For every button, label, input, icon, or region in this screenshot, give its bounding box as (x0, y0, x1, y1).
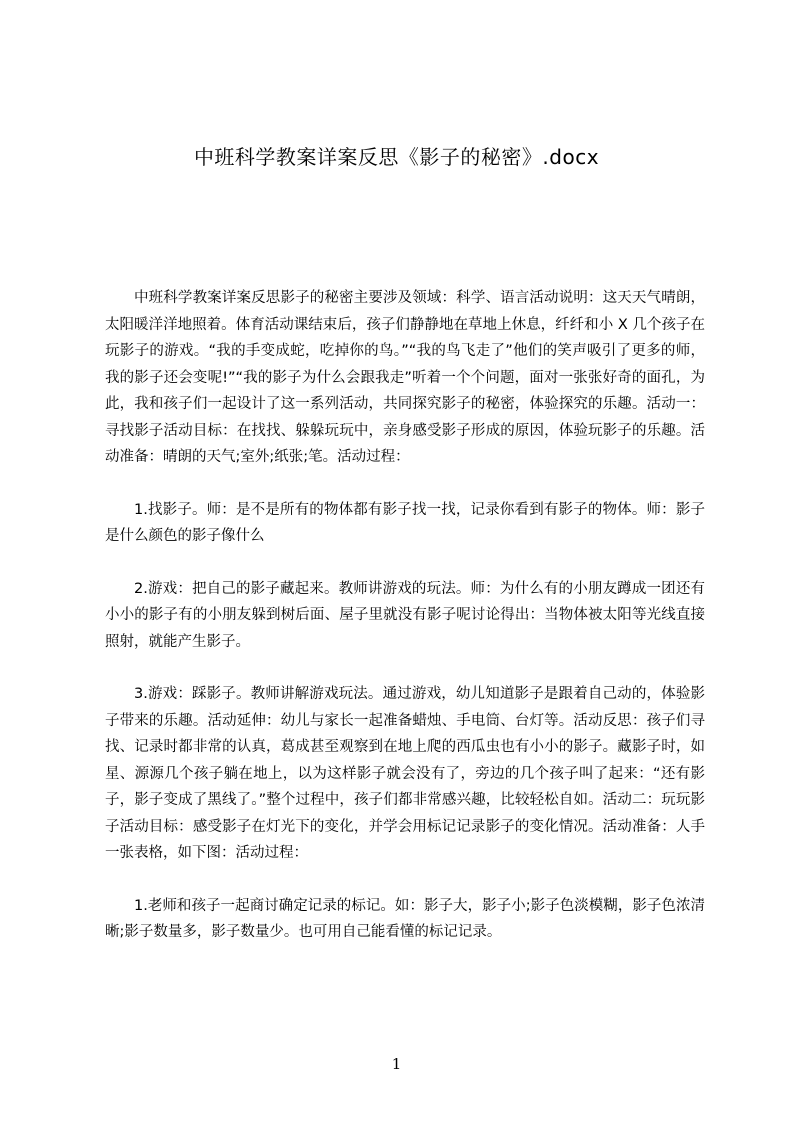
document-title: 中班科学教案详案反思《影子的秘密》.docx (193, 145, 600, 169)
paragraph-activity-2-step-1: 1.老师和孩子一起商讨确定记录的标记。如：影子大，影子小;影子色淡模糊，影子色浓清晰;影子数量多，影子数量少。也可用自己能看懂的标记记录。 (105, 897, 705, 940)
document-body (105, 285, 705, 946)
paragraph-intro: 中班科学教案详案反思影子的秘密主要涉及领域：科学、语言活动说明：这天天气晴朗，太阳暖洋洋地照着。体育活动课结束后，孩子们静静地在草地上休息，纤纤和小 X 几个孩子在玩影子的游戏。“我的手变成蛇，吃掉你的鸟。”“我的鸟飞走了”他们的笑声吸引了更多的师，我的影子还会变呢!”“我的影子为什么会跟我走”听着一个个问题，面对一张张好奇的面孔，为此，我和孩子们一起设计了这一系列活动，共同探究影子的秘密，体验探究的乐趣。活动一：寻找影子活动目标：在找找、躲躲玩玩中，亲身感受影子形成的原因，体验玩影子的乐趣。活动准备：晴朗的天气;室外;纸张;笔。活动过程： (105, 290, 705, 465)
paragraph-step-2: 2.游戏：把自己的影子藏起来。教师讲游戏的玩法。师：为什么有的小朋友蹲成一团还有小小的影子有的小朋友躲到树后面、屋子里就没有影子呢讨论得出：当物体被太阳等光线直接照射，就能产生影子。 (105, 580, 705, 650)
page-number: 1 (391, 1055, 402, 1073)
paragraph-step-3: 3.游戏：踩影子。教师讲解游戏玩法。通过游戏，幼儿知道影子是跟着自己动的，体验影子带来的乐趣。活动延伸：幼儿与家长一起准备蜡烛、手电筒、台灯等。活动反思：孩子们寻找、记录时都非常的认真，葛成甚至观察到在地上爬的西瓜虫也有小小的影子。藏影子时，如星、源源几个孩子躺在地上，以为这样影子就会没有了，旁边的几个孩子叫了起来：“还有影子，影子变成了黑线了。”整个过程中，孩子们都非常感兴趣，比较轻松自如。活动二：玩玩影子活动目标：感受影子在灯光下的变化，并学会用标记记录影子的变化情况。活动准备：人手一张表格，如下图：活动过程： (105, 686, 705, 861)
paragraph-step-1: 1.找影子。师：是不是所有的物体都有影子找一找，记录你看到有影子的物体。师：影子是什么颜色的影子像什么 (105, 501, 705, 544)
